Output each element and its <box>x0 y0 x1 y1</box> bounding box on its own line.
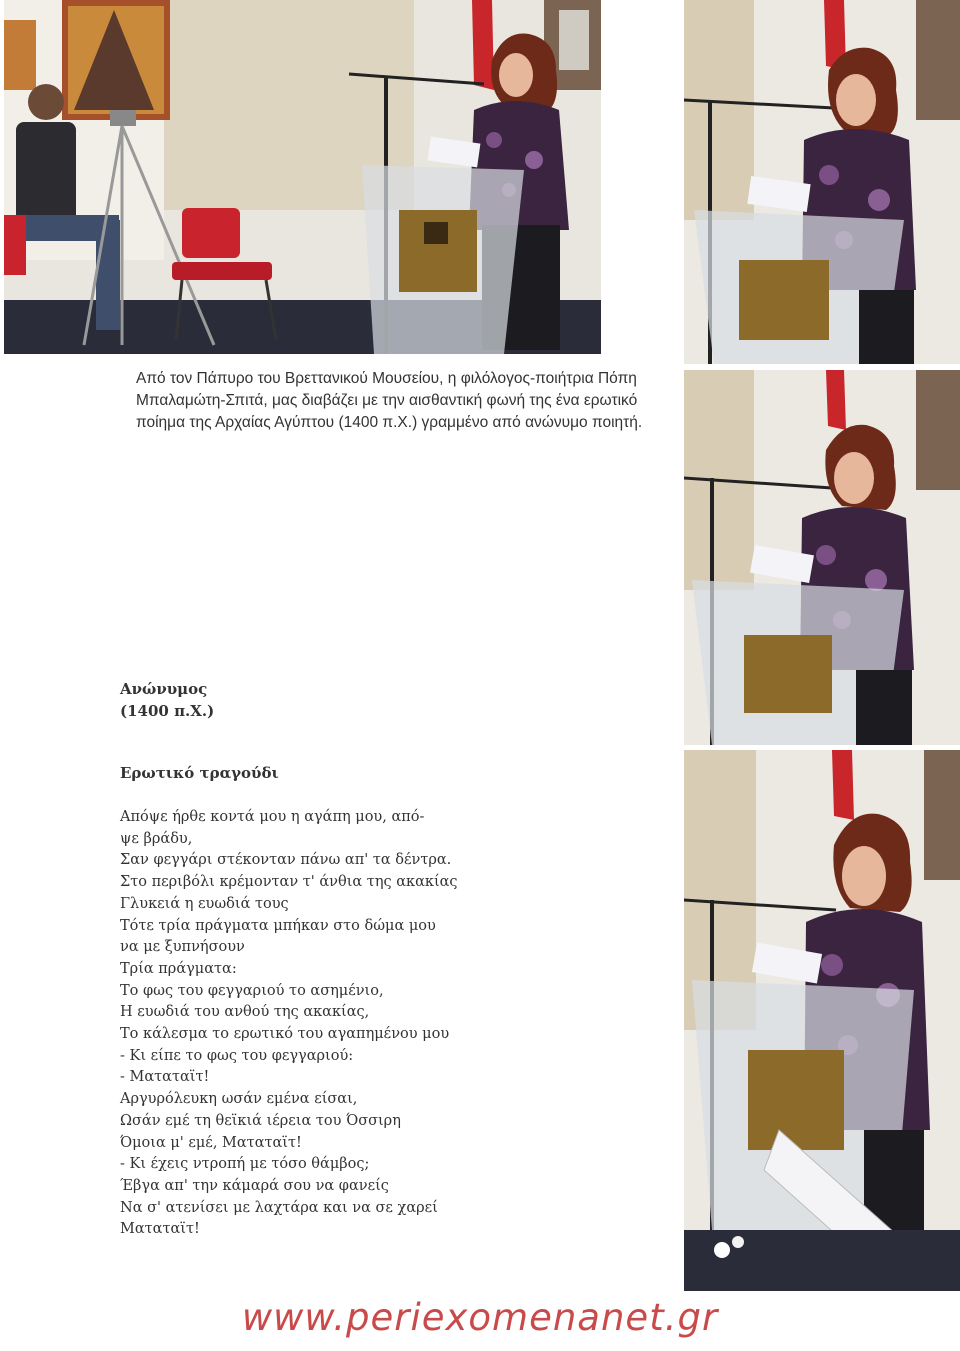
poem-line: Το φως του φεγγαριού το ασημένιο, <box>120 982 384 999</box>
poem-line: Η ευωδιά του ανθού της ακακίας, <box>120 1004 370 1021</box>
poem-line: - Κι είπε το φως του φεγγαριού: <box>120 1047 354 1064</box>
poem-line: Το κάλεσμα το ερωτικό του αγαπημένου μου <box>120 1026 450 1043</box>
poem-title: Ερωτικό τραγούδι <box>120 764 279 782</box>
poem-line: Ωσάν εμέ τη θεϊκιά ιέρεια του Όσσιρη <box>120 1112 401 1129</box>
poem-line: ψε βράδυ, <box>120 830 193 847</box>
caption-line: ποίημα της Αρχαίας Αγύπτου (1400 π.Χ.) γραμμένο από ανώνυμο ποιητή. <box>136 414 643 431</box>
poem-line: να με ξυπνήσουν <box>120 939 245 956</box>
caption-line: Μπαλαμώτη-Σπιτά, μας διαβάζει με την αισθαντική φωνή της ένα ερωτικό <box>136 392 638 409</box>
poem-line: - Ματαταϊτ! <box>120 1069 210 1086</box>
speaker-photo-1 <box>684 0 960 364</box>
poem-line: Έβγα απ' την κάμαρά σου να φανείς <box>120 1177 389 1194</box>
poem-line: Γλυκειά η ευωδιά τους <box>120 895 289 912</box>
poem-line: Τότε τρία πράγματα μπήκαν στο δώμα μου <box>120 917 436 934</box>
poem-line: Να σ' ατενίσει με λαχτάρα και να σε χαρεί <box>120 1199 438 1216</box>
poem-author <box>120 678 214 722</box>
speaker-photo-3 <box>684 750 960 1291</box>
author-date: (1400 π.Χ.) <box>120 702 215 720</box>
speaker-photo-2 <box>684 370 960 745</box>
poem-line: Σαν φεγγάρι στέκονταν πάνω απ' τα δέντρα. <box>120 852 452 869</box>
poem-line: Όμοια μ' εμέ, Ματαταϊτ! <box>120 1134 302 1151</box>
caption-line: Από τον Πάπυρο του Βρεττανικού Μουσείου, η φιλόλογος-ποιήτρια Πόπη <box>136 370 637 387</box>
poem-body <box>120 807 560 1241</box>
poem-line: Αργυρόλευκη ωσάν εμένα είσαι, <box>120 1091 358 1108</box>
poem-line: Απόψε ήρθε κοντά μου η αγάπη μου, από- <box>120 809 425 825</box>
poem-line: Τρία πράγματα: <box>120 960 237 977</box>
author-name: Ανώνυμος <box>120 680 208 698</box>
poem-line: Ματαταϊτ! <box>120 1221 200 1238</box>
event-photo-main <box>4 0 601 354</box>
photo-caption <box>136 368 676 434</box>
footer-site-url: www.periexomenanet.gr <box>241 1296 719 1339</box>
poem-line: - Κι έχεις ντροπή με τόσο θάμβος; <box>120 1156 370 1173</box>
poem-line: Στο περιβόλι κρέμονταν τ' άνθια της ακακίας <box>120 874 458 891</box>
